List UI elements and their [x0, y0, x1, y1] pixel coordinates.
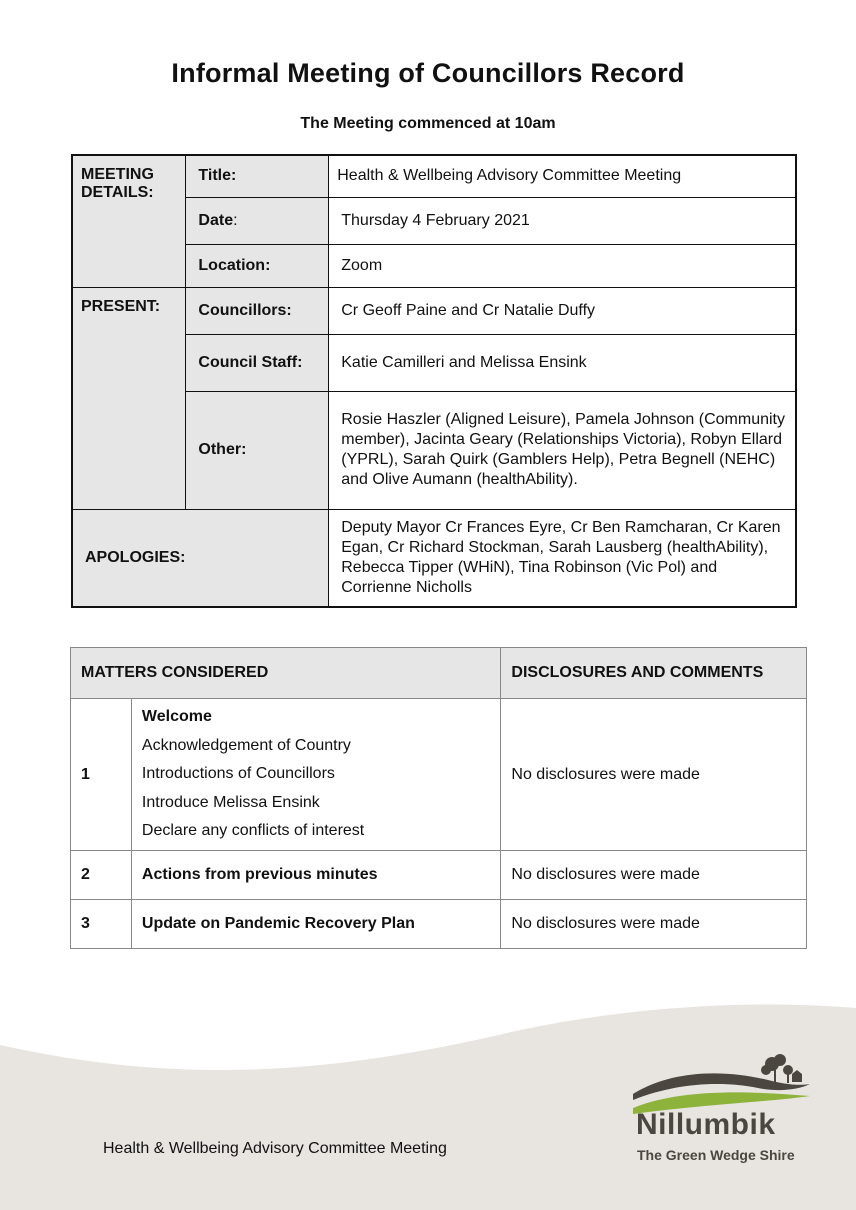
list-item: Welcome — [141, 708, 212, 726]
councillors-value: Cr Geoff Paine and Cr Natalie Duffy — [329, 287, 796, 334]
item-topic: Actions from previous minutes — [131, 851, 500, 900]
item-topics — [131, 699, 500, 851]
title-label: Title: — [186, 155, 329, 197]
meeting-start-time: The Meeting commenced at 10am — [300, 115, 556, 132]
item-topic: Update on Pandemic Recovery Plan — [131, 900, 500, 949]
item-comment: No disclosures were made — [501, 851, 807, 900]
meeting-details-table — [71, 154, 797, 608]
table-row — [71, 851, 807, 900]
other-value: Rosie Haszler (Aligned Leisure), Pamela Johnson (Community member), Jacinta Geary (Relationships Victoria), Robyn Ellard (YPRL), Sarah Quirk (Gamblers Help), Petra Begnell (NEHC) and Olive Aumann (healthAbility). — [329, 391, 796, 509]
table-row — [71, 699, 807, 851]
apologies-value: Deputy Mayor Cr Frances Eyre, Cr Ben Ramcharan, Cr Karen Egan, Cr Richard Stockman, Sarah Lausberg (healthAbility), Rebecca Tipper (WHiN), Tina Robinson (Vic Pol) and Corrienne Nicholls — [329, 509, 796, 607]
logo-wordmark: Nillumbik — [636, 1108, 776, 1141]
title-value: Health & Wellbeing Advisory Committee Meeting — [329, 155, 796, 197]
matters-considered-header: MATTERS CONSIDERED — [71, 648, 501, 699]
item-comment: No disclosures were made — [501, 699, 807, 851]
staff-value: Katie Camilleri and Melissa Ensink — [329, 334, 796, 391]
footer-meeting-name: Health & Wellbeing Advisory Committee Meeting — [103, 1140, 447, 1157]
item-comment: No disclosures were made — [501, 900, 807, 949]
councillors-label: Councillors: — [186, 287, 329, 334]
list-item: Introductions of Councillors — [141, 765, 335, 783]
list-item: Acknowledgement of Country — [141, 736, 351, 754]
location-label: Location: — [186, 244, 329, 287]
apologies-label: APOLOGIES: — [72, 509, 329, 607]
disclosures-header: DISCLOSURES AND COMMENTS — [501, 648, 807, 699]
logo-tagline: The Green Wedge Shire — [637, 1147, 795, 1163]
meeting-details-label: MEETING DETAILS: — [72, 155, 186, 287]
date-label: Date: — [186, 197, 329, 244]
item-number: 1 — [71, 699, 132, 851]
item-number: 2 — [71, 851, 132, 900]
present-label: PRESENT: — [72, 287, 186, 509]
staff-label: Council Staff: — [186, 334, 329, 391]
item-number: 3 — [71, 900, 132, 949]
page-title: Informal Meeting of Councillors Record — [171, 58, 685, 88]
date-value: Thursday 4 February 2021 — [329, 197, 796, 244]
location-value: Zoom — [329, 244, 796, 287]
matters-table — [70, 647, 807, 949]
list-item: Introduce Melissa Ensink — [141, 793, 320, 811]
other-label: Other: — [186, 391, 329, 509]
list-item: Declare any conflicts of interest — [141, 822, 365, 840]
table-row — [71, 900, 807, 949]
